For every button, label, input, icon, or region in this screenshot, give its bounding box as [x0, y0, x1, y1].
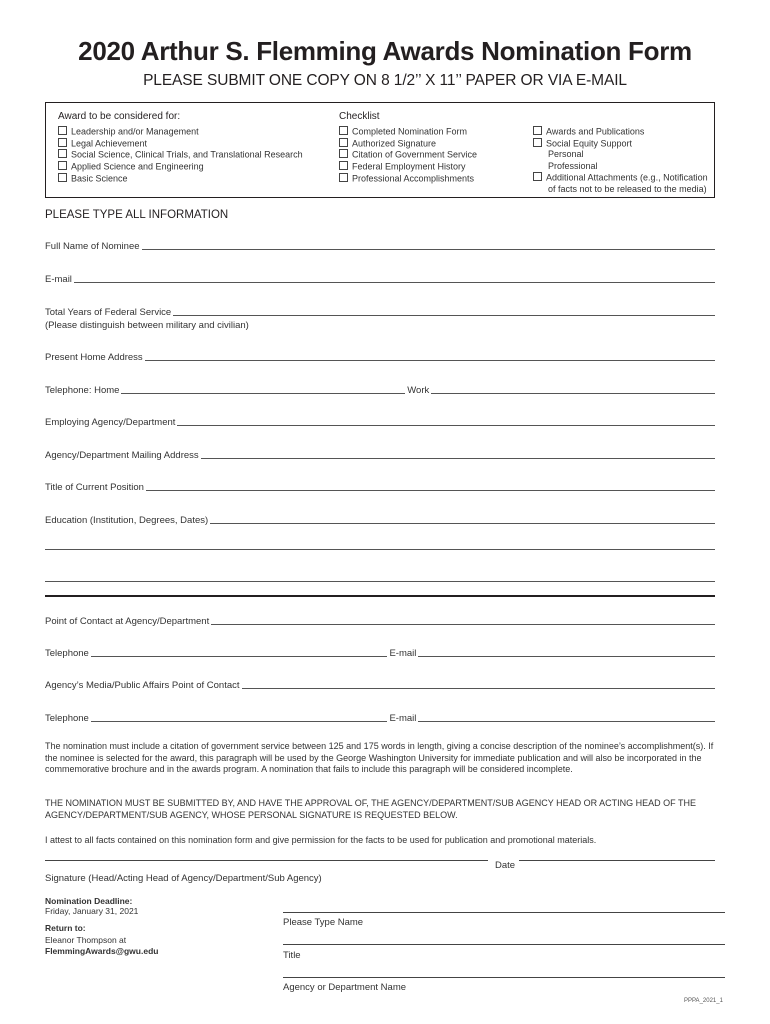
award-heading: Award to be considered for:: [58, 111, 181, 122]
checkbox-icon[interactable]: [339, 138, 348, 147]
field-label: Telephone: [45, 648, 89, 659]
checkbox-icon[interactable]: [533, 172, 542, 181]
checklist-item[interactable]: Citation of Government Service: [339, 149, 477, 161]
years-service-field[interactable]: [45, 307, 715, 318]
type-name-label: Please Type Name: [283, 917, 364, 928]
checklist-item-continued: of facts not to be released to the media): [548, 183, 707, 194]
input-line[interactable]: [91, 720, 388, 722]
input-line[interactable]: [121, 392, 405, 394]
field-label: Agency’s Media/Public Affairs Point of Contact: [45, 680, 240, 691]
checkbox-icon[interactable]: [339, 173, 348, 182]
field-label: Employing Agency/Department: [45, 417, 176, 428]
return-name: Eleanor Thompson at: [45, 935, 127, 945]
deadline-value: Friday, January 31, 2021: [45, 906, 139, 916]
return-label: Return to:: [45, 923, 86, 933]
position-field[interactable]: [45, 482, 715, 493]
checkbox-icon[interactable]: [339, 161, 348, 170]
field-label: E-mail: [389, 648, 417, 659]
field-label: Point of Contact at Agency/Department: [45, 616, 210, 627]
years-service-hint: (Please distinguish between military and civilian): [45, 320, 249, 331]
checkbox-icon[interactable]: [339, 149, 348, 158]
award-item[interactable]: Applied Science and Engineering: [58, 161, 303, 173]
section-heading: PLEASE TYPE ALL INFORMATION: [45, 209, 229, 221]
field-label: Telephone: Home: [45, 385, 120, 396]
field-label: E-mail: [45, 274, 72, 285]
checkbox-icon[interactable]: [58, 149, 67, 158]
input-line[interactable]: [201, 457, 715, 459]
footer-code: PPPA_2021_1: [684, 998, 723, 1004]
checklist-item[interactable]: Social Equity Support: [533, 138, 708, 150]
input-line[interactable]: [177, 424, 715, 426]
checkbox-icon[interactable]: [58, 161, 67, 170]
date-label: Date: [495, 860, 516, 871]
input-line[interactable]: [142, 248, 715, 250]
input-line[interactable]: [146, 489, 715, 491]
education-field[interactable]: [45, 515, 715, 526]
award-list: [58, 126, 303, 185]
checklist-item[interactable]: Authorized Signature: [339, 138, 477, 150]
award-item[interactable]: Legal Achievement: [58, 138, 303, 150]
checkbox-icon[interactable]: [533, 138, 542, 147]
email-field[interactable]: [45, 274, 715, 285]
section-divider: [45, 595, 715, 597]
input-line[interactable]: [431, 392, 715, 394]
input-line[interactable]: [91, 655, 388, 657]
field-label: Work: [407, 385, 430, 396]
telephone-field[interactable]: [45, 385, 715, 396]
education-line[interactable]: [45, 581, 715, 582]
checklist-item[interactable]: Additional Attachments (e.g., Notification: [533, 172, 708, 184]
checklist-subitem: Professional: [548, 160, 598, 171]
full-name-field[interactable]: [45, 241, 715, 252]
input-line[interactable]: [418, 720, 715, 722]
citation-paragraph: The nomination must include a citation of government service between 125 and 175 words in length, giving a concise description of the nominee’s accomplishment(s). If the nominee is selected for the award, this paragraph will be used by the George Washington University for immediate publication and will also be incorporated in the commemorative brochure and in the awards program. A nomination that fails to include this paragraph will be considered incomplete.: [45, 741, 714, 774]
page-subtitle: PLEASE SUBMIT ONE COPY ON 8 1/2’’ X 11’’ PAPER OR VIA E-MAIL: [143, 72, 627, 89]
checklist-col1: [339, 126, 477, 185]
checkbox-icon[interactable]: [58, 173, 67, 182]
checkbox-icon[interactable]: [339, 126, 348, 135]
field-label: Telephone: [45, 713, 89, 724]
checklist-item[interactable]: Awards and Publications: [533, 126, 708, 138]
poc-field[interactable]: [45, 616, 715, 627]
mailing-address-field[interactable]: [45, 450, 715, 461]
poc-telephone-field[interactable]: [45, 648, 715, 659]
field-label: Full Name of Nominee: [45, 241, 140, 252]
approval-paragraph: THE NOMINATION MUST BE SUBMITTED BY, AND HAVE THE APPROVAL OF, THE AGENCY/DEPARTMENT/SUB AGENCY HEAD OR ACTING HEAD OF THE AGENCY/DEPARTMENT/SUB AGENCY, WHOSE PERSONAL SIGNATURE IS REQUESTED BELOW.: [45, 798, 696, 820]
field-label: E-mail: [389, 713, 417, 724]
checkbox-icon[interactable]: [58, 126, 67, 135]
award-checklist-box: [45, 102, 715, 198]
attest-paragraph: I attest to all facts contained on this nomination form and give permission for the facts to be used for publication and promotional materials.: [45, 835, 597, 845]
input-line[interactable]: [418, 655, 715, 657]
input-line[interactable]: [242, 687, 715, 689]
title-label: Title: [283, 950, 301, 961]
agency-name-line[interactable]: [283, 977, 725, 978]
award-item[interactable]: Basic Science: [58, 173, 303, 185]
type-name-line[interactable]: [283, 912, 725, 913]
education-line[interactable]: [45, 549, 715, 550]
field-label: Total Years of Federal Service: [45, 307, 172, 318]
home-address-field[interactable]: [45, 352, 715, 363]
input-line[interactable]: [211, 623, 715, 625]
checklist-item[interactable]: Professional Accomplishments: [339, 173, 477, 185]
date-line[interactable]: [519, 860, 715, 861]
award-item[interactable]: Leadership and/or Management: [58, 126, 303, 138]
award-item[interactable]: Social Science, Clinical Trials, and Translational Research: [58, 149, 303, 161]
input-line[interactable]: [145, 359, 715, 361]
page-title: 2020 Arthur S. Flemming Awards Nomination Form: [78, 36, 692, 66]
input-line[interactable]: [210, 522, 715, 524]
media-telephone-field[interactable]: [45, 713, 715, 724]
checkbox-icon[interactable]: [533, 126, 542, 135]
checklist-subitem: Personal: [548, 149, 584, 160]
return-email: FlemmingAwards@gwu.edu: [45, 946, 159, 956]
agency-field[interactable]: [45, 417, 715, 428]
input-line[interactable]: [173, 314, 715, 316]
field-label: Education (Institution, Degrees, Dates): [45, 515, 209, 526]
checkbox-icon[interactable]: [58, 138, 67, 147]
checklist-heading: Checklist: [339, 111, 380, 122]
media-poc-field[interactable]: [45, 680, 715, 691]
deadline-label: Nomination Deadline:: [45, 896, 133, 906]
signature-label: Signature (Head/Acting Head of Agency/Department/Sub Agency): [45, 873, 322, 884]
field-label: Title of Current Position: [45, 482, 144, 493]
signature-line[interactable]: [45, 860, 488, 861]
input-line[interactable]: [74, 281, 715, 283]
checklist-item[interactable]: Federal Employment History: [339, 161, 477, 173]
checklist-item[interactable]: Completed Nomination Form: [339, 126, 477, 138]
title-line[interactable]: [283, 944, 725, 945]
agency-name-label: Agency or Department Name: [283, 982, 407, 993]
field-label: Agency/Department Mailing Address: [45, 450, 199, 461]
checklist-col2: [533, 126, 708, 195]
field-label: Present Home Address: [45, 352, 143, 363]
